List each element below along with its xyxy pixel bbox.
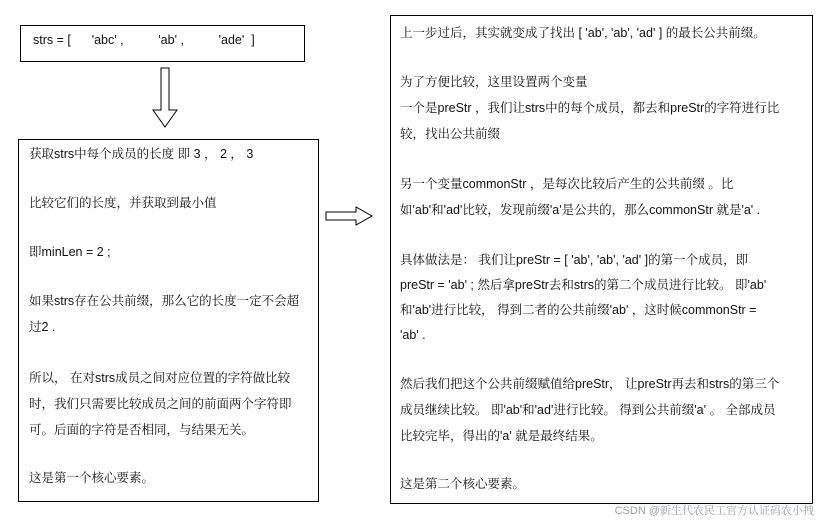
- right-line-10: 'ab' .: [400, 328, 426, 342]
- right-line-11: 然后我们把这个公共前缀赋值给preStr， 让preStr再去和strs的第三个: [400, 377, 780, 391]
- right-line-2: 为了方便比较，这里设置两个变量: [400, 75, 588, 89]
- left-line-7: 时，我们只需要比较成员之间的前面两个字符即: [29, 397, 292, 411]
- left-line-3: 即minLen = 2 ;: [29, 245, 111, 259]
- strs-array-box: [20, 25, 305, 62]
- right-line-1: 上一步过后，其实就变成了找出 [ 'ab', 'ab', 'ad' ] 的最长公共前缀。: [400, 26, 766, 40]
- right-line-5: 另一个变量commonStr ，是每次比较后产生的公共前缀 。比: [400, 177, 734, 191]
- left-line-1: 获取strs中每个成员的长度 即 3 ， 2 ， 3: [29, 147, 254, 161]
- left-line-5: 过2 .: [29, 320, 56, 334]
- right-line-14: 这是第二个核心要素。: [400, 477, 526, 491]
- right-line-8: preStr = 'ab' ; 然后拿preStr去和strs的第二个成员进行比较。 即'ab': [400, 278, 767, 292]
- right-arrow-icon: [326, 206, 374, 226]
- right-line-7: 具体做法是： 我们让preStr = [ 'ab', 'ab', 'ad' ]的第一个成员，即: [400, 253, 749, 267]
- right-line-4: 较，找出公共前缀: [400, 127, 501, 141]
- strs-array-code: strs = [ 'abc' , 'ab' , 'ade' ]: [33, 33, 255, 47]
- left-line-6: 所以， 在对strs成员之间对应位置的字符做比较: [29, 371, 291, 385]
- right-line-12: 成员继续比较。 即'ab'和'ad'进行比较。 得到公共前缀'a' 。 全部成员: [400, 403, 776, 417]
- left-line-9: 这是第一个核心要素。: [29, 471, 155, 485]
- left-line-4: 如果strs存在公共前缀，那么它的长度一定不会超: [29, 294, 300, 308]
- right-line-13: 比较完毕，得出的'a' 就是最终结果。: [400, 429, 603, 443]
- left-line-2: 比较它们的长度，并获取到最小值: [29, 196, 217, 210]
- csdn-watermark: CSDN @新生代农民工官方认证码农小拽: [614, 505, 814, 517]
- right-line-6: 如'ab'和'ad'比较，发现前缀'a'是公共的，那么commonStr 就是'a' .: [400, 203, 761, 217]
- left-explanation-box: [18, 139, 319, 502]
- right-line-3: 一个是preStr ，我们让strs中的每个成员，都去和preStr的字符进行比: [400, 101, 780, 115]
- left-line-8: 可。后面的字符是否相同，与结果无关。: [29, 423, 255, 437]
- right-explanation-box: [390, 15, 813, 504]
- right-line-9: 和'ab'进行比较， 得到二者的公共前缀'ab' ，这时候commonStr =: [400, 303, 757, 317]
- down-arrow-icon: [152, 68, 178, 128]
